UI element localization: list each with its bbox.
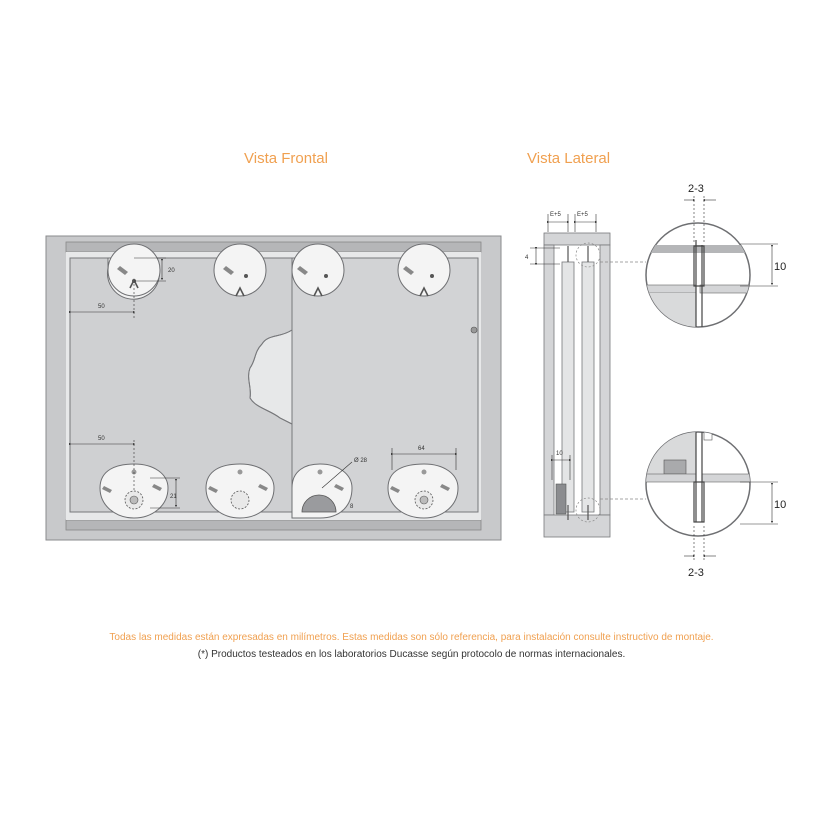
dim-21: 21 — [170, 494, 177, 500]
bottom-guide-4 — [388, 464, 458, 518]
front-view-title: Vista Frontal — [244, 150, 328, 167]
front-view — [46, 236, 501, 540]
dim-4: 4 — [525, 255, 529, 261]
side-door-1 — [562, 262, 574, 512]
dim-e-right: E+5 — [577, 212, 588, 218]
dim-10-small: 10 — [556, 451, 563, 457]
dim-gap-top: 2-3 — [688, 183, 704, 195]
bottom-rail — [66, 520, 481, 530]
bottom-guide-3 — [292, 464, 352, 518]
detail-top — [640, 183, 786, 333]
detail-bottom — [640, 430, 786, 579]
dim-50-bottom: 50 — [98, 436, 105, 442]
dim-20: 20 — [168, 268, 175, 274]
top-hanger-4 — [398, 244, 450, 296]
top-hanger-3 — [292, 244, 344, 296]
dim-64: 64 — [418, 446, 425, 452]
side-door-2 — [582, 262, 594, 512]
dim-gap-bottom: 2-3 — [688, 567, 704, 579]
top-hanger-2 — [214, 244, 266, 296]
dim-10-bottom: 10 — [774, 499, 787, 511]
dim-e-left: E+5 — [550, 212, 561, 218]
side-view — [525, 212, 646, 537]
dim-10-top: 10 — [774, 261, 787, 273]
top-hanger-1 — [107, 244, 160, 299]
dim-50-top: 50 — [98, 304, 105, 310]
side-top-block — [544, 233, 610, 245]
testing-note: (*) Productos testeados en los laboratorios Ducasse según protocolo de normas internacionales. — [197, 649, 626, 660]
dim-diameter-28: Ø 28 — [354, 458, 368, 464]
dim-8: 8 — [350, 504, 354, 510]
side-bottom-block — [544, 515, 610, 537]
side-view-title: Vista Lateral — [527, 150, 611, 167]
measurement-note: Todas las medidas están expresadas en milímetros. Estas medidas son sólo referencia, para instalación consulte instructivo de montaje. — [109, 632, 714, 643]
bottom-guide-2 — [206, 464, 274, 518]
